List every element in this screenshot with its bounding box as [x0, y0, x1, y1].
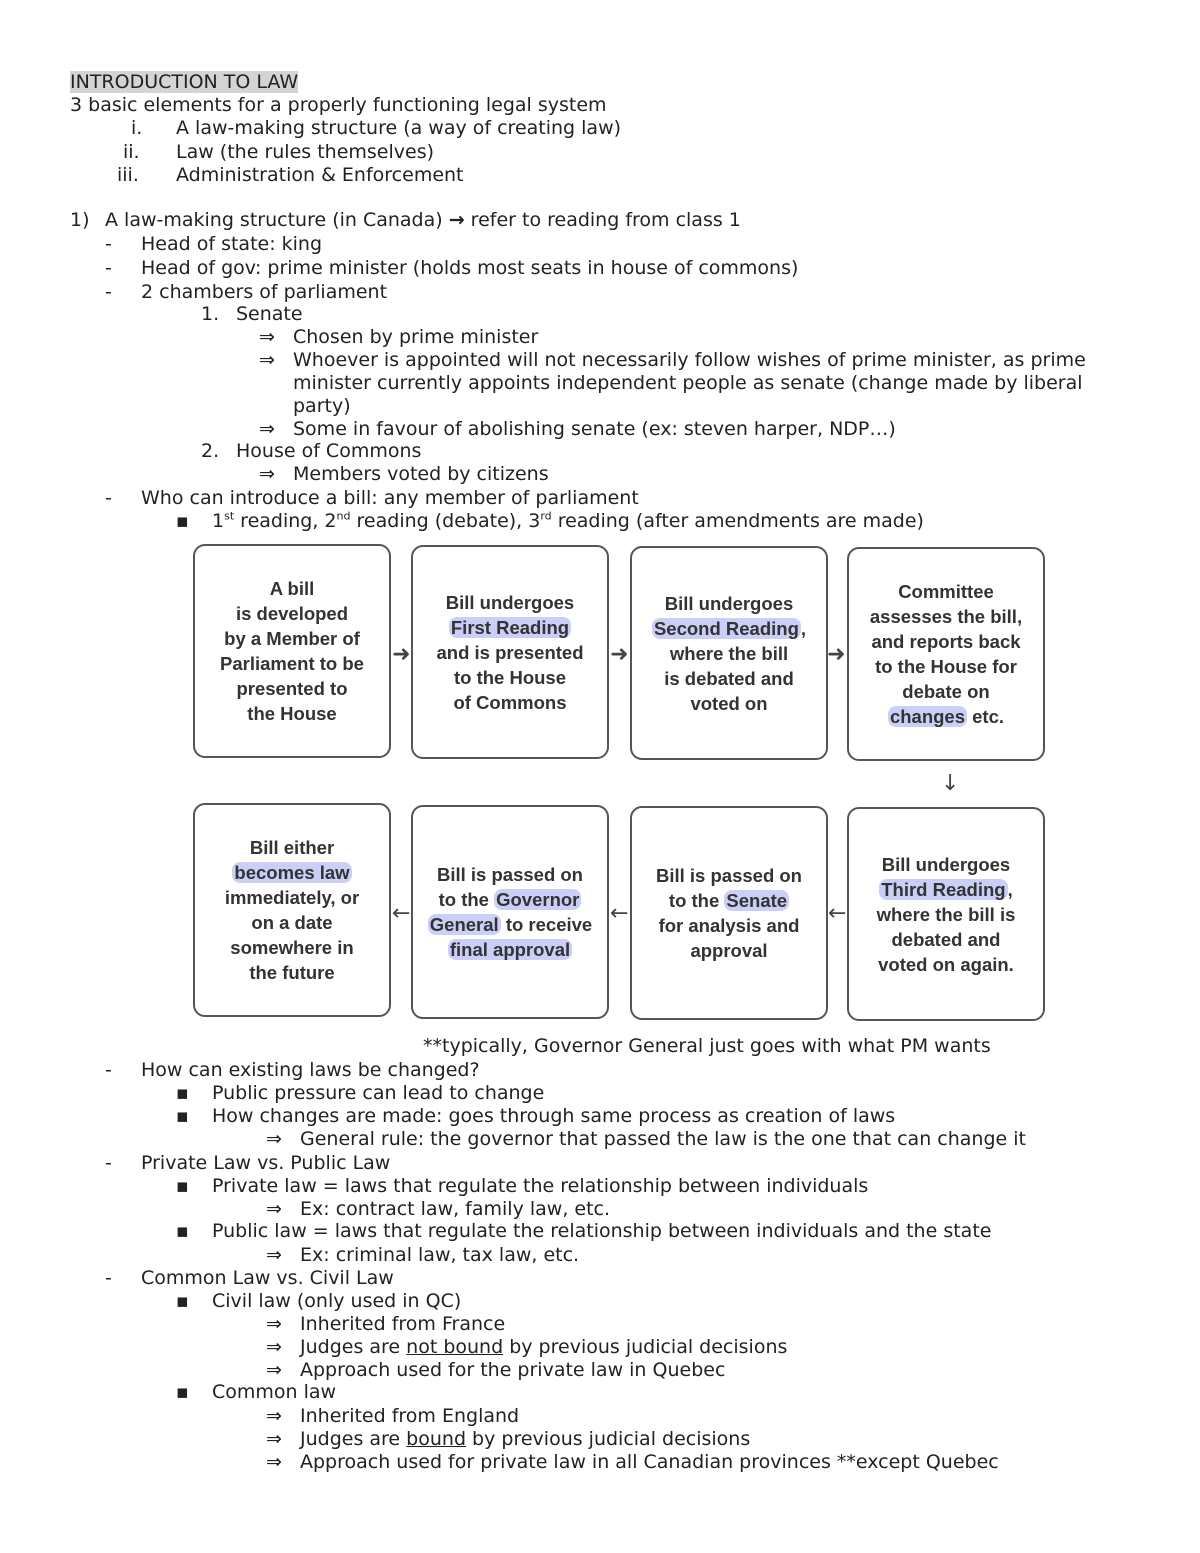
left-arrow-icon: ←: [610, 901, 629, 926]
right-arrow-icon: ➜: [392, 642, 411, 667]
flow-box-governor-general: Bill is passed on to the Governor General to receive final approval: [411, 805, 609, 1019]
flow-box-first-reading: Bill undergoes First Reading and is presented to the House of Commons: [411, 545, 609, 759]
implies-icon: ⇒: [266, 1359, 282, 1381]
right-arrow-icon: ➜: [827, 642, 846, 667]
commons-label: House of Commons: [236, 440, 422, 462]
dash-marker: -: [105, 281, 112, 303]
implies-icon: ⇒: [259, 349, 275, 371]
right-arrow-icon: ➜: [610, 642, 629, 667]
readings-line: 1st reading, 2nd reading (debate), 3rd reading (after amendments are made): [212, 509, 924, 532]
public-law: Public law = laws that regulate the relationship between individuals and the state: [212, 1220, 992, 1242]
implies-icon: ⇒: [266, 1244, 282, 1266]
list-item: Administration & Enforcement: [176, 164, 464, 186]
chambers: 2 chambers of parliament: [141, 281, 388, 303]
implies-icon: ⇒: [259, 418, 275, 440]
dash-marker: -: [105, 1267, 112, 1289]
civil-law-point: Judges are not bound by previous judicial decisions: [300, 1336, 788, 1358]
list-marker: i.: [131, 117, 143, 139]
bill-intro: Who can introduce a bill: any member of parliament: [141, 487, 639, 509]
head-of-state: Head of state: king: [141, 233, 323, 255]
senate-point-cont: minister currently appoints independent people as senate (change made by liberal: [293, 372, 1083, 394]
senate-point: Whoever is appointed will not necessarily follow wishes of prime minister, as prime: [293, 349, 1086, 371]
civil-law: Civil law (only used in QC): [212, 1290, 462, 1312]
bullet-icon: ▪: [176, 1290, 189, 1312]
public-law-example: Ex: criminal law, tax law, etc.: [300, 1244, 580, 1266]
civil-law-point: Approach used for the private law in Quebec: [300, 1359, 726, 1381]
civil-law-point: Inherited from France: [300, 1313, 506, 1335]
implies-icon: ⇒: [266, 1198, 282, 1220]
senate-point-cont: party): [293, 395, 351, 417]
flow-box-develop: A bill is developed by a Member of Parliament to be presented to the House: [193, 544, 391, 758]
bullet-icon: ▪: [176, 1220, 189, 1242]
flow-box-third-reading: Bill undergoes Third Reading , where the bill is debated and voted on again.: [847, 807, 1045, 1021]
intro-text: 3 basic elements for a properly functioning legal system: [70, 94, 607, 116]
flow-box-committee: Committee assesses the bill, and reports back to the House for debate on changes etc.: [847, 547, 1045, 761]
section-marker: 1): [70, 209, 90, 231]
common-law-point: Judges are bound by previous judicial decisions: [300, 1428, 751, 1450]
common-law: Common law: [212, 1381, 337, 1403]
change-question: How can existing laws be changed?: [141, 1059, 480, 1081]
implies-icon: ⇒: [266, 1451, 282, 1473]
implies-icon: ⇒: [266, 1313, 282, 1335]
flow-box-senate: Bill is passed on to the Senate for analysis and approval: [630, 806, 828, 1020]
change-point: Public pressure can lead to change: [212, 1082, 545, 1104]
common-law-point: Inherited from England: [300, 1405, 520, 1427]
implies-icon: ⇒: [259, 326, 275, 348]
flow-box-becomes-law: Bill either becomes law immediately, or on a date somewhere in the future: [193, 803, 391, 1017]
commoncivil-heading: Common Law vs. Civil Law: [141, 1267, 394, 1289]
senate-point: Chosen by prime minister: [293, 326, 539, 348]
list-marker: 2.: [201, 440, 220, 462]
dash-marker: -: [105, 257, 112, 279]
private-law-example: Ex: contract law, family law, etc.: [300, 1198, 611, 1220]
list-marker: iii.: [117, 164, 139, 186]
change-subpoint: General rule: the governor that passed the law is the one that can change it: [300, 1128, 1026, 1150]
change-point: How changes are made: goes through same process as creation of laws: [212, 1105, 896, 1127]
dash-marker: -: [105, 1152, 112, 1174]
implies-icon: ⇒: [266, 1428, 282, 1450]
governor-general-note: **typically, Governor General just goes with what PM wants: [423, 1035, 991, 1057]
senate-label: Senate: [236, 303, 303, 325]
bullet-icon: ▪: [176, 1082, 189, 1104]
implies-icon: ⇒: [266, 1336, 282, 1358]
left-arrow-icon: ←: [828, 901, 847, 926]
list-item: A law-making structure (a way of creating law): [176, 117, 622, 139]
implies-icon: ⇒: [259, 463, 275, 485]
bullet-icon: ▪: [176, 1105, 189, 1127]
page-title: INTRODUCTION TO LAW: [70, 71, 299, 93]
list-marker: 1.: [201, 303, 220, 325]
head-of-gov: Head of gov: prime minister (holds most seats in house of commons): [141, 257, 799, 279]
bullet-icon: ▪: [176, 1381, 189, 1403]
implies-icon: ⇒: [266, 1405, 282, 1427]
list-marker: ii.: [123, 141, 140, 163]
section-heading: A law-making structure (in Canada) → refer to reading from class 1: [105, 209, 741, 231]
common-law-point: Approach used for private law in all Canadian provinces **except Quebec: [300, 1451, 999, 1473]
flow-box-second-reading: Bill undergoes Second Reading , where the bill is debated and voted on: [630, 546, 828, 760]
dash-marker: -: [105, 233, 112, 255]
commons-point: Members voted by citizens: [293, 463, 549, 485]
dash-marker: -: [105, 487, 112, 509]
private-law: Private law = laws that regulate the relationship between individuals: [212, 1175, 869, 1197]
senate-point: Some in favour of abolishing senate (ex: steven harper, NDP…): [293, 418, 896, 440]
bullet-icon: ▪: [176, 510, 189, 532]
down-arrow-icon: ↓: [941, 771, 960, 796]
left-arrow-icon: ←: [392, 901, 411, 926]
right-arrow-icon: →: [448, 209, 465, 231]
dash-marker: -: [105, 1059, 112, 1081]
privpub-heading: Private Law vs. Public Law: [141, 1152, 391, 1174]
bullet-icon: ▪: [176, 1175, 189, 1197]
implies-icon: ⇒: [266, 1128, 282, 1150]
list-item: Law (the rules themselves): [176, 141, 435, 163]
